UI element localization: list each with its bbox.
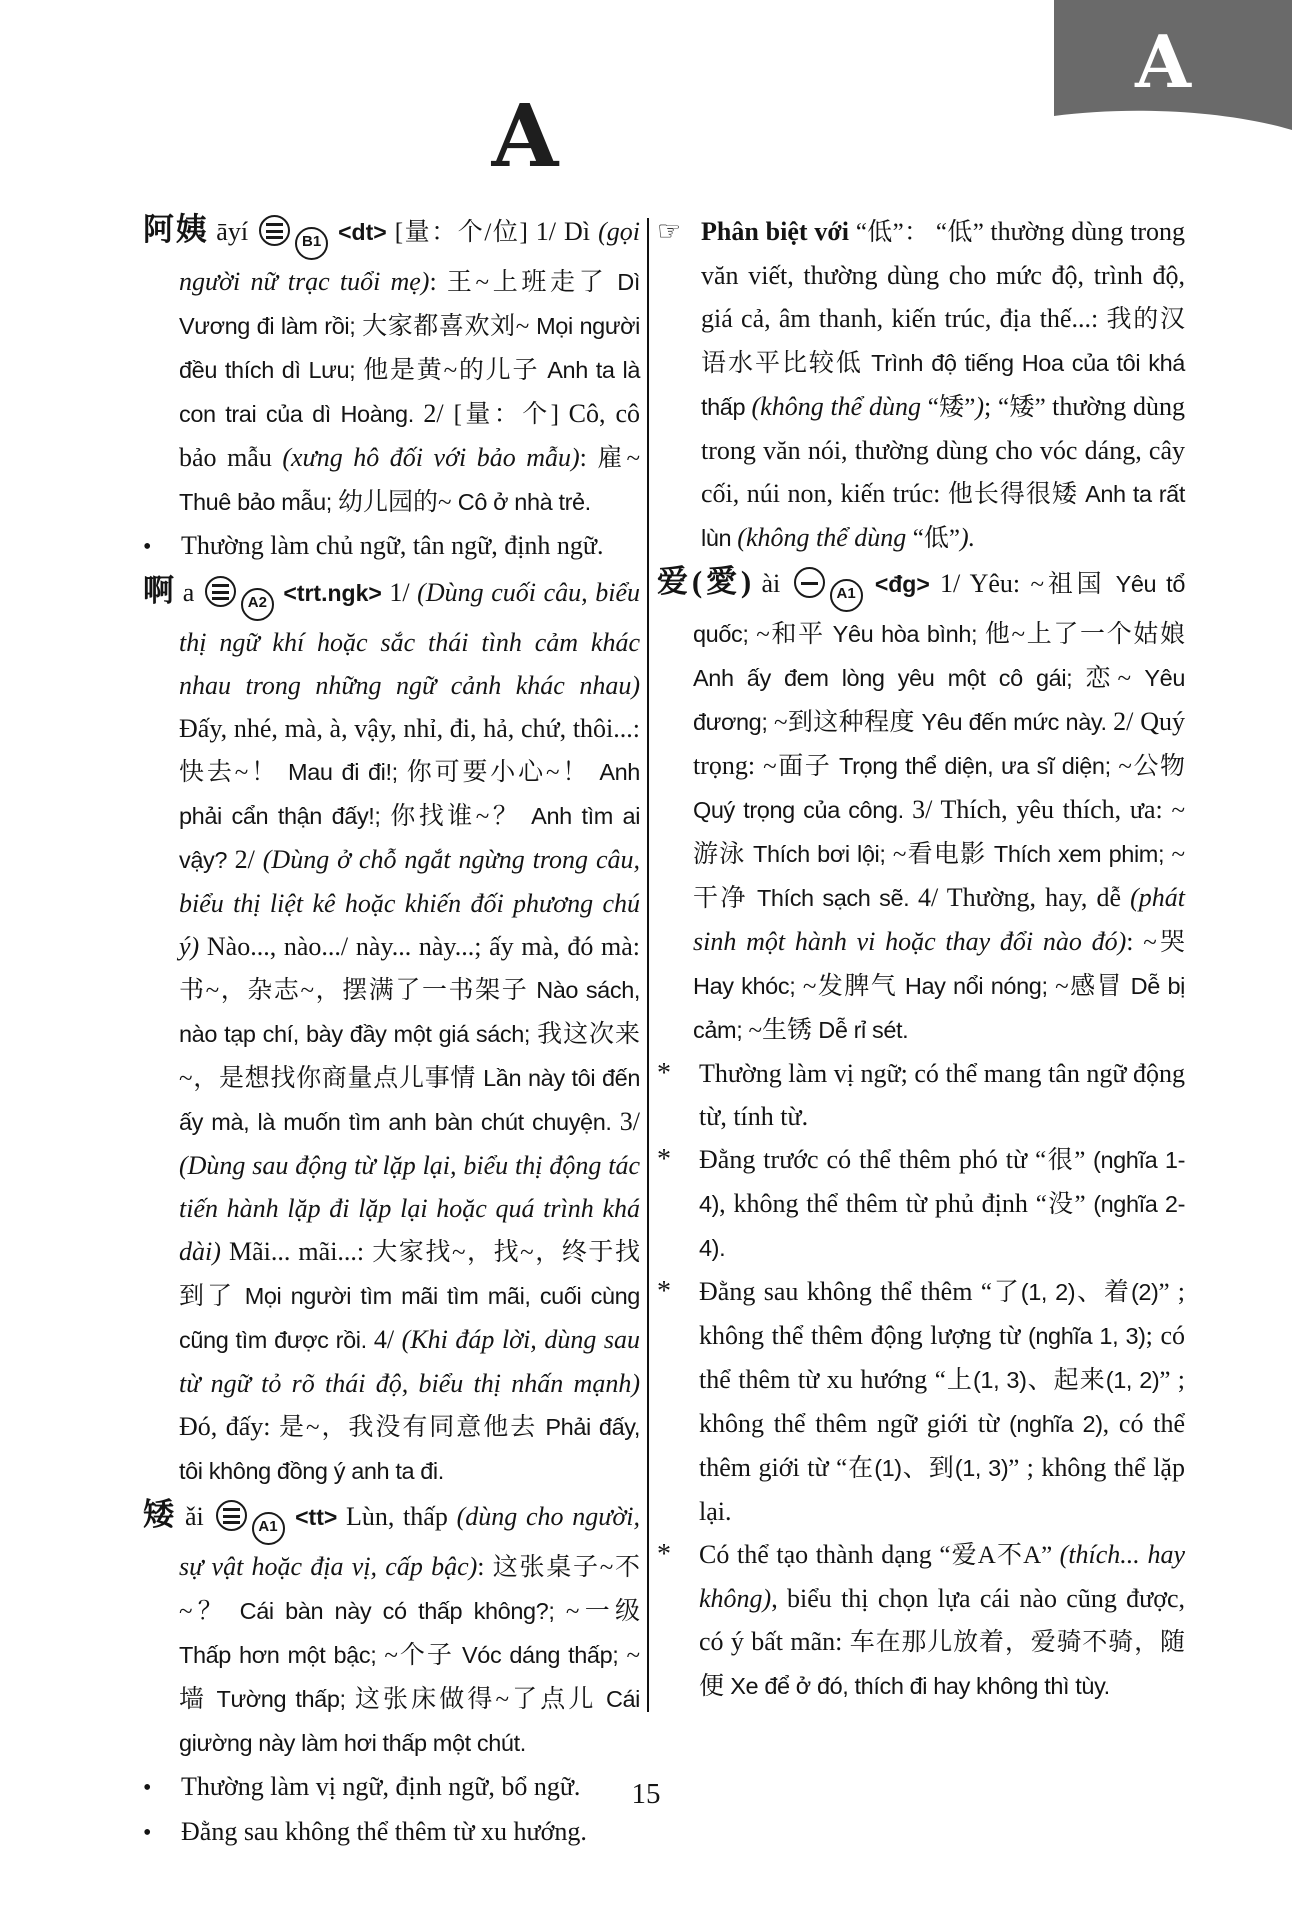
part-of-speech-tag: <trt.ngk> — [275, 580, 390, 606]
dictionary-entry: 啊 a A2 <trt.ngk> 1/ (Dùng cuối câu, biểu thị ngữ khí hoặc sắc thái tình cảm khác nhau trong những ngữ cảnh khác nhau) Đấy, nhé, mà, à, vậy, nhỉ, đi, hả, chứ, thôi...: 快去~！ Mau đi đi!; 你可要小心~！ Anh phải cẩn thận đấy!; 你找谁~？ Anh tìm ai vậy? 2/ (Dùng ở chỗ ngắt ngừng trong câu, biểu thị liệt kê hoặc khiến đối phương chú ý) Nào..., nào.../ này... này...; ấy mà, đó mà: 书~，杂志~，摆满了一书架子 Nào sách, nào tạp chí, bày đầy một giá sách; 我这次来~，是想找你商量点儿事情 Lần này tôi đến ấy mà, là muốn tìm anh bàn chút chuyện. 3/ (Dùng sau động từ lặp lại, biểu thị động tác tiến hành lặp đi lặp lại hoặc quá trình khá dài) Mãi... mãi...: 大家找~，找~，终于找到了 Mọi người tìm mãi tìm mãi, cuối cùng cũng tìm được rồi. 4/ (Khi đáp lời, dùng sau từ ngữ tỏ rõ thái độ, biểu thị nhấn mạnh) Đó, đấy: 是~，我没有同意他去 Phải đấy, tôi không đồng ý anh ta đi. — [143, 573, 641, 1484]
section-heading: A — [491, 86, 559, 187]
star-marker: * — [657, 1058, 671, 1089]
usage-note-star: * Có thể tạo thành dạng “爱A不A” (thích... hay không), biểu thị chọn lựa cái nào cũng được, có ý bất mãn: 车在那儿放着，爱骑不骑，随便 Xe để ở đó, thích đi hay không thì tùy. — [657, 1533, 1185, 1708]
part-of-speech-tag: <dt> — [330, 219, 395, 245]
dictionary-entry: 矮 ǎi A1 <tt> Lùn, thấp (dùng cho người, sự vật hoặc địa vị, cấp bậc): 这张桌子~不~？ Cái bàn này có thấp không?; ~一级 Thấp hơn một bậc; ~个子 Vóc dáng thấp; ~墙 Tường thấp; 这张床做得~了点儿 Cái giường này làm hơi thấp một chút. — [143, 1497, 641, 1756]
section-tab — [1054, 0, 1292, 140]
circled-numeral-icon — [216, 1500, 247, 1531]
comparison-note: ☞ Phân biệt với “低”： “低” thường dùng trong văn viết, thường dùng cho mức độ, trình độ, giá cả, âm thanh, kiến trúc, địa thế...: 我的汉语水平比较低 Trình độ tiếng Hoa của tôi khá thấp (không thể dùng “矮”); “矮” thường dùng trong văn nói, thường dùng cho vóc dáng, cây cối, núi non, kiến trúc: 他长得很矮 Anh ta rất lùn (không thể dùng “低”). — [657, 210, 1185, 560]
circled-numeral-icon — [259, 215, 290, 246]
dictionary-entry: 爱(愛) ài A1 <đg> 1/ Yêu: ~祖国 Yêu tổ quốc; ~和平 Yêu hòa bình; 他~上了一个姑娘 Anh ấy đem lòng yêu một cô gái; 恋~ Yêu đương; ~到这种程度 Yêu đến mức này. 2/ Quý trọng: ~面子 Trọng thể diện, ưa sĩ diện; ~公物 Quý trọng của công. 3/ Thích, yêu thích, ưa: ~游泳 Thích bơi lội; ~看电影 Thích xem phim; ~干净 Thích sạch sẽ. 4/ Thường, hay, dễ (phát sinh một hành vi hoặc thay đổi nào đó): ~哭 Hay khóc; ~发脾气 Hay nổi nóng; ~感冒 Dễ bị cảm; ~生锈 Dễ rỉ sét. — [657, 564, 1186, 1044]
left-column — [143, 208, 640, 1855]
usage-note-star: * Thường làm vị ngữ; có thể mang tân ngữ động từ, tính từ. — [657, 1052, 1185, 1138]
level-badge: A1 — [252, 1512, 285, 1545]
pinyin: āyí — [208, 217, 257, 246]
pinyin: ài — [751, 569, 791, 598]
headword: 爱(愛) — [657, 564, 752, 599]
right-column — [657, 210, 1185, 1708]
circled-numeral-icon — [205, 576, 236, 607]
star-marker: * — [657, 1539, 671, 1570]
grammar-note-bullet: • Đằng sau không thể thêm từ xu hướng. — [143, 1810, 640, 1855]
bullet-marker: • — [143, 1820, 152, 1846]
grammar-note-bullet: • Thường làm vị ngữ, định ngữ, bổ ngữ. — [143, 1765, 640, 1810]
part-of-speech-tag: <đg> — [864, 571, 941, 597]
usage-note-star: * Đằng trước có thể thêm phó từ “很” (nghĩa 1-4), không thể thêm từ phủ định “没” (nghĩa 2-4). — [657, 1138, 1185, 1270]
star-marker: * — [657, 1276, 671, 1307]
level-badge: A2 — [241, 588, 274, 621]
grammar-note-bullet: • Thường làm chủ ngữ, tân ngữ, định ngữ. — [143, 524, 640, 569]
pointing-hand-icon: ☞ — [657, 216, 682, 247]
circled-numeral-icon — [794, 567, 825, 598]
bullet-marker: • — [143, 1775, 152, 1801]
level-badge: B1 — [295, 227, 328, 260]
star-marker: * — [657, 1144, 671, 1175]
part-of-speech-tag: <tt> — [286, 1504, 346, 1530]
pinyin: ǎi — [176, 1502, 213, 1531]
page-number: 15 — [631, 1778, 661, 1810]
usage-note-star: * Đằng sau không thể thêm “了(1, 2)、着(2)” ; không thể thêm động lượng từ (nghĩa 1, 3); có thể thêm từ xu hướng “上(1, 3)、起来(1, 2)” ; không thể thêm ngữ giới từ (nghĩa 2), có thể thêm giới từ “在(1)、到(1, 3)” ; không thể lặp lại. — [657, 1270, 1185, 1533]
headword: 矮 — [143, 1497, 177, 1532]
column-divider — [647, 218, 649, 1712]
section-tab-letter: A — [1135, 19, 1191, 104]
headword: 阿姨 — [143, 212, 209, 247]
bullet-marker: • — [143, 534, 152, 560]
level-badge: A1 — [830, 579, 863, 612]
dictionary-entry: 阿姨 āyí B1 <dt> [量：个/位] 1/ Dì (gọi người nữ trạc tuổi mẹ): 王~上班走了 Dì Vương đi làm rồi; 大家都喜欢刘~ Mọi người đều thích dì Lưu; 他是黄~的儿子 Anh ta là con trai của dì Hoàng. 2/ [量：个] Cô, cô bảo mẫu (xưng hô đối với bảo mẫu): 雇~ Thuê bảo mẫu; 幼儿园的~ Cô ở nhà trẻ. — [143, 212, 640, 516]
pinyin: a — [175, 578, 202, 607]
headword: 啊 — [143, 573, 176, 608]
